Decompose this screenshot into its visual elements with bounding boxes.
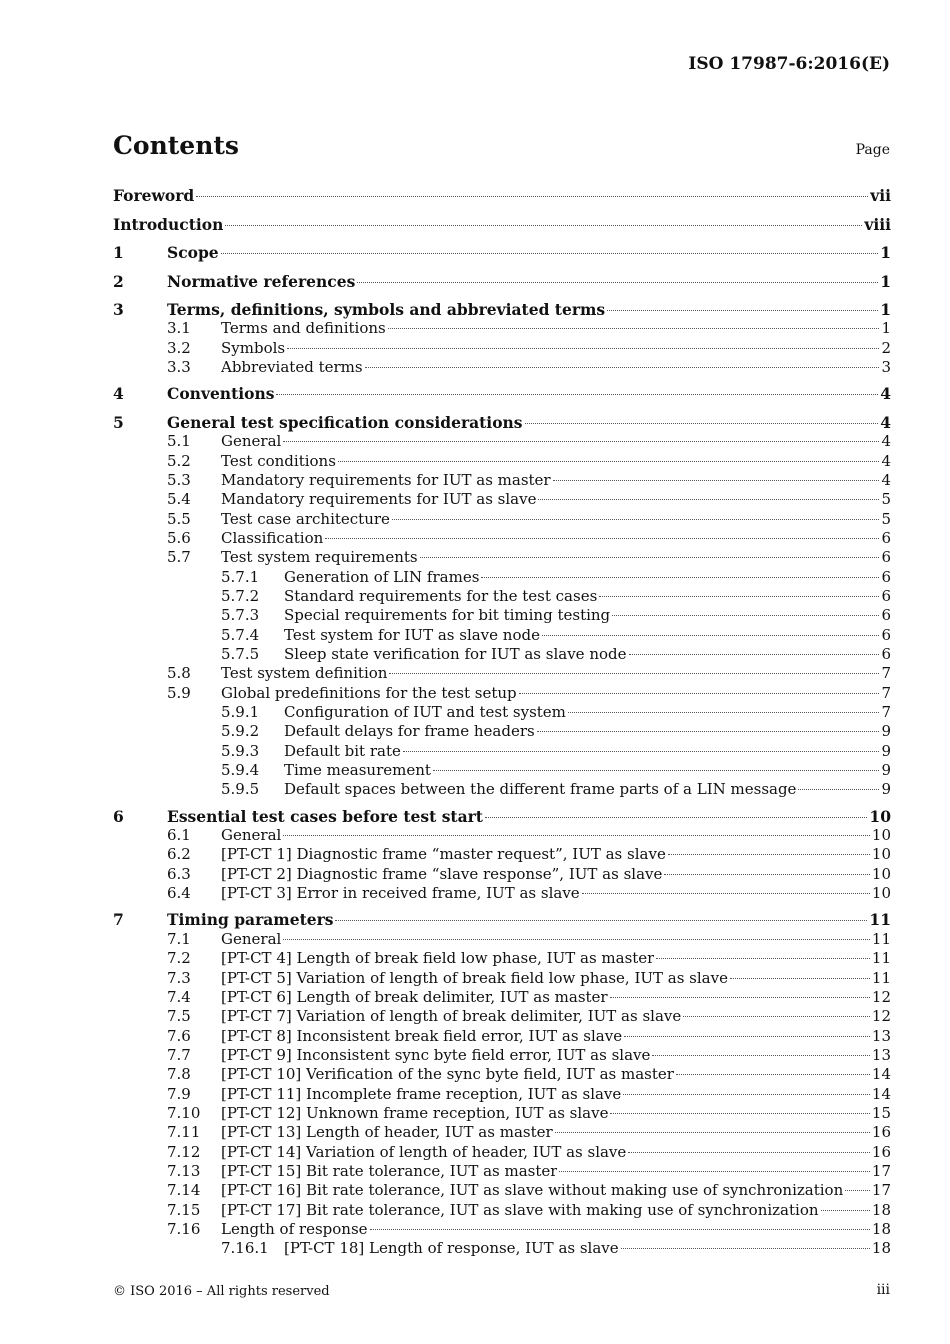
toc-dot-leader [668, 854, 870, 855]
toc-entry-number: 5.9.5 [221, 780, 260, 799]
toc-entry-title[interactable]: General [221, 929, 282, 948]
toc-entry[interactable] [113, 606, 891, 625]
toc-entry-number: 7.8 [167, 1065, 191, 1084]
toc-entry-title[interactable]: Terms, definitions, symbols and abbreviated terms [167, 300, 606, 319]
toc-entry-title[interactable]: Default delays for frame headers [284, 722, 535, 741]
toc-entry[interactable] [113, 780, 891, 799]
toc-entry[interactable] [113, 807, 891, 826]
toc-entry-number: 5.7.4 [221, 625, 260, 644]
toc-entry-title[interactable]: Abbreviated terms [221, 358, 363, 377]
toc-entry-page[interactable]: 10 [871, 864, 891, 883]
toc-entry-page[interactable]: 6 [881, 528, 891, 547]
toc-entry-number: 3.3 [167, 358, 191, 377]
toc-entry-page[interactable]: 6 [881, 548, 891, 567]
toc-entry-title[interactable]: [PT-CT 8] Inconsistent break field error, IUT as slave [221, 1026, 623, 1045]
toc-entry[interactable] [113, 1162, 891, 1181]
toc-entry-page[interactable]: 12 [871, 1007, 891, 1026]
toc-entry[interactable] [113, 568, 891, 587]
toc-entry-title[interactable]: Introduction [113, 214, 224, 234]
toc-entry-page[interactable]: vii [870, 186, 891, 205]
toc-entry-page[interactable]: 5 [881, 490, 891, 509]
toc-entry-number: 5.1 [167, 432, 191, 451]
toc-entry-number: 5.7 [167, 548, 191, 567]
toc-entry-title[interactable]: Mandatory requirements for IUT as slave [221, 490, 537, 509]
toc-entry-title[interactable]: General test specification considerations [167, 412, 523, 432]
toc-entry-title[interactable]: Generation of LIN frames [284, 567, 480, 586]
toc-entry[interactable] [113, 186, 891, 215]
toc-entry[interactable] [113, 645, 891, 664]
toc-entry-number: 5.7.5 [221, 645, 260, 663]
toc-dot-leader [283, 441, 879, 442]
toc-dot-leader [276, 394, 878, 395]
toc-entry-page[interactable]: 5 [881, 509, 891, 528]
toc-entry-number: 2 [113, 271, 124, 291]
toc-entry-page[interactable]: 16 [871, 1142, 891, 1161]
toc-entry[interactable] [113, 703, 891, 722]
toc-entry-page[interactable]: 4 [881, 432, 891, 451]
toc-entry-title[interactable]: Standard requirements for the test cases [284, 586, 598, 605]
toc-entry[interactable] [113, 510, 891, 529]
copyright-notice: © ISO 2016 – All rights reserved [113, 1284, 330, 1299]
toc-dot-leader [420, 557, 880, 558]
toc-entry[interactable] [113, 358, 891, 377]
toc-dot-leader [357, 282, 878, 283]
toc-dot-leader [656, 958, 870, 959]
toc-entry-title[interactable]: [PT-CT 1] Diagnostic frame “master request”, IUT as slave [221, 845, 666, 864]
toc-entry-page[interactable]: 4 [880, 412, 891, 432]
toc-entry-title[interactable]: [PT-CT 11] Incomplete frame reception, IUT as slave [221, 1084, 622, 1103]
toc-entry-page[interactable]: 6 [881, 567, 891, 586]
toc-entry-number: 4 [113, 384, 124, 404]
toc-dot-leader [433, 770, 880, 771]
toc-entry-page[interactable]: 10 [871, 884, 891, 903]
toc-entry[interactable] [113, 272, 891, 301]
toc-dot-leader [485, 817, 867, 818]
toc-entry-number: 5.3 [167, 470, 191, 489]
toc-entry-title[interactable]: Test conditions [221, 451, 336, 470]
toc-entry-title[interactable]: [PT-CT 7] Variation of length of break delimiter, IUT as slave [221, 1007, 682, 1026]
toc-entry[interactable] [113, 684, 891, 703]
toc-dot-leader [287, 348, 879, 349]
toc-entry-title[interactable]: Terms and definitions [221, 319, 386, 338]
toc-entry-page[interactable]: 18 [871, 1200, 891, 1219]
toc-entry-title[interactable]: Symbols [221, 338, 286, 357]
toc-entry-page[interactable]: 9 [881, 741, 891, 760]
toc-entry-page[interactable]: 17 [871, 1181, 891, 1200]
toc-entry[interactable] [113, 988, 891, 1007]
toc-entry-number: 7.9 [167, 1084, 191, 1103]
toc-entry-page[interactable]: 13 [871, 1026, 891, 1045]
toc-dot-leader [683, 1016, 870, 1017]
toc-dot-leader [559, 1171, 869, 1172]
toc-entry-title[interactable]: Default spaces between the different frame parts of a LIN message [284, 780, 797, 799]
toc-entry-page[interactable]: 7 [881, 683, 891, 702]
toc-entry[interactable] [113, 969, 891, 988]
toc-dot-leader [610, 997, 870, 998]
toc-entry-number: 3.1 [167, 319, 191, 338]
toc-dot-leader [365, 367, 880, 368]
toc-entry-page[interactable]: 1 [880, 271, 891, 291]
toc-dot-leader [652, 1055, 870, 1056]
toc-dot-leader [388, 328, 880, 329]
toc-entry-page[interactable]: 11 [871, 968, 891, 987]
toc-entry-page[interactable]: 2 [881, 338, 891, 357]
toc-entry[interactable] [113, 432, 891, 451]
toc-entry[interactable] [113, 413, 891, 432]
toc-entry-page[interactable]: 6 [881, 586, 891, 605]
toc-dot-leader [335, 920, 867, 921]
toc-entry[interactable] [113, 452, 891, 471]
toc-dot-leader [845, 1190, 870, 1191]
toc-dot-leader [676, 1074, 870, 1075]
toc-entry-page[interactable]: 6 [881, 645, 891, 663]
toc-entry[interactable] [113, 1027, 891, 1046]
toc-entry[interactable] [113, 490, 891, 509]
toc-entry[interactable] [113, 884, 891, 903]
toc-entry-number: 6.4 [167, 884, 191, 903]
toc-entry-page[interactable]: 1 [880, 300, 891, 319]
toc-entry-page[interactable]: 1 [881, 319, 891, 338]
toc-dot-leader [730, 978, 870, 979]
toc-entry[interactable] [113, 930, 891, 949]
toc-entry-title[interactable]: [PT-CT 13] Length of header, IUT as master [221, 1123, 553, 1142]
toc-entry[interactable] [113, 1085, 891, 1104]
toc-entry-number: 1 [113, 243, 124, 262]
toc-entry-title[interactable]: [PT-CT 9] Inconsistent sync byte field error, IUT as slave [221, 1045, 651, 1064]
toc-entry-page[interactable]: 7 [881, 703, 891, 722]
toc-dot-leader [821, 1210, 870, 1211]
toc-entry-page[interactable]: 1 [880, 243, 891, 262]
toc-entry[interactable] [113, 300, 891, 319]
toc-entry-title[interactable]: Test system requirements [221, 548, 418, 567]
toc-entry-number: 7.3 [167, 968, 191, 987]
toc-dot-leader [389, 673, 879, 674]
toc-entry-page[interactable]: 15 [871, 1103, 891, 1122]
toc-entry-page[interactable]: 7 [881, 664, 891, 683]
toc-dot-leader [624, 1036, 870, 1037]
toc-entry-page[interactable]: viii [864, 214, 891, 234]
toc-entry-title[interactable]: Timing parameters [167, 910, 334, 930]
toc-entry-page[interactable]: 17 [871, 1161, 891, 1180]
toc-entry-title[interactable]: [PT-CT 14] Variation of length of header, IUT as slave [221, 1142, 627, 1161]
toc-entry-number: 7.4 [167, 987, 191, 1006]
toc-dot-leader [403, 751, 880, 752]
toc-entry-number: 7.12 [167, 1142, 201, 1161]
toc-entry-title[interactable]: Special requirements for bit timing testing [284, 606, 611, 625]
toc-entry-number: 7.10 [167, 1103, 201, 1122]
toc-dot-leader [283, 939, 870, 940]
toc-dot-leader [519, 693, 880, 694]
toc-dot-leader [481, 577, 879, 578]
toc-entry-title[interactable]: [PT-CT 2] Diagnostic frame “slave response”, IUT as slave [221, 864, 663, 883]
toc-entry[interactable] [113, 626, 891, 645]
toc-entry-title[interactable]: [PT-CT 6] Length of break delimiter, IUT as master [221, 987, 608, 1006]
toc-entry-title[interactable]: Mandatory requirements for IUT as master [221, 470, 551, 489]
page-column-label: Page [855, 142, 890, 158]
toc-entry[interactable] [113, 865, 891, 884]
toc-entry[interactable] [113, 761, 891, 780]
toc-entry-number: 6.2 [167, 845, 191, 864]
toc-dot-leader [537, 731, 880, 732]
toc-entry[interactable] [113, 742, 891, 761]
toc-entry-number: 5.5 [167, 509, 191, 528]
toc-entry[interactable] [113, 664, 891, 683]
toc-dot-leader [325, 538, 879, 539]
toc-entry-title[interactable]: [PT-CT 15] Bit rate tolerance, IUT as master [221, 1161, 558, 1180]
toc-entry-title[interactable]: [PT-CT 12] Unknown frame reception, IUT as slave [221, 1103, 609, 1122]
toc-entry-page[interactable]: 14 [871, 1084, 891, 1103]
toc-entry-page[interactable]: 18 [871, 1239, 891, 1258]
toc-entry[interactable] [113, 1181, 891, 1200]
toc-entry-title[interactable]: [PT-CT 3] Error in received frame, IUT as slave [221, 884, 580, 903]
toc-entry-number: 7.16.1 [221, 1239, 269, 1258]
toc-entry-title[interactable]: Configuration of IUT and test system [284, 703, 566, 722]
toc-entry-number: 5.6 [167, 528, 191, 547]
toc-entry-number: 7.11 [167, 1123, 201, 1142]
toc-entry-number: 3 [113, 300, 124, 319]
toc-entry[interactable] [113, 1143, 891, 1162]
toc-entry-title[interactable]: Essential test cases before test start [167, 806, 483, 826]
toc-entry-title[interactable]: [PT-CT 4] Length of break field low phase, IUT as master [221, 949, 655, 968]
toc-entry-page[interactable]: 11 [869, 910, 891, 930]
toc-entry-number: 5.9.3 [221, 741, 260, 760]
toc-entry-title[interactable]: Sleep state verification for IUT as slave node [284, 645, 627, 663]
toc-entry-page[interactable]: 6 [881, 606, 891, 625]
toc-entry-page[interactable]: 14 [871, 1065, 891, 1084]
toc-entry-number: 5.7.1 [221, 567, 260, 586]
toc-dot-leader [798, 789, 879, 790]
toc-entry-title[interactable]: Length of response [221, 1219, 368, 1238]
toc-entry-page[interactable]: 10 [869, 806, 891, 826]
toc-entry[interactable] [113, 949, 891, 968]
toc-entry[interactable] [113, 1007, 891, 1026]
toc-entry-page[interactable]: 11 [871, 929, 891, 948]
toc-entry[interactable] [113, 319, 891, 338]
toc-entry[interactable] [113, 471, 891, 490]
toc-dot-leader [629, 654, 880, 655]
toc-entry-page[interactable]: 9 [881, 722, 891, 741]
toc-dot-leader [607, 310, 878, 311]
toc-dot-leader [623, 1094, 870, 1095]
toc-entry[interactable] [113, 1065, 891, 1084]
toc-dot-leader [196, 196, 868, 197]
toc-dot-leader [538, 499, 879, 500]
toc-entry-number: 5.7.3 [221, 606, 260, 625]
toc-entry-title[interactable]: Conventions [167, 384, 275, 404]
toc-dot-leader [612, 615, 879, 616]
toc-dot-leader [555, 1132, 870, 1133]
toc-entry-page[interactable]: 13 [871, 1045, 891, 1064]
toc-entry-number: 7.14 [167, 1181, 201, 1200]
toc-entry[interactable] [113, 722, 891, 741]
toc-dot-leader [610, 1113, 869, 1114]
toc-entry-number: 5.9.2 [221, 722, 260, 741]
toc-entry-number: 7.2 [167, 949, 191, 968]
toc-entry-page[interactable]: 4 [881, 470, 891, 489]
toc-entry[interactable] [113, 826, 891, 845]
toc-dot-leader [225, 225, 862, 226]
toc-entry-number: 7.16 [167, 1219, 201, 1238]
toc-entry[interactable] [113, 243, 891, 272]
toc-entry-page[interactable]: 10 [871, 845, 891, 864]
page-number: iii [876, 1282, 890, 1298]
toc-entry-number: 6.1 [167, 826, 191, 845]
toc-entry-page[interactable]: 6 [881, 625, 891, 644]
toc-entry-title[interactable]: General [221, 826, 282, 845]
toc-dot-leader [568, 712, 880, 713]
toc-entry-number: 6.3 [167, 864, 191, 883]
toc-entry-title[interactable]: Test system definition [221, 664, 388, 683]
toc-entry-number: 5.9 [167, 683, 191, 702]
toc-dot-leader [221, 253, 879, 254]
toc-entry-number: 5.9.4 [221, 761, 260, 780]
toc-dot-leader [664, 874, 870, 875]
toc-entry-title[interactable]: Default bit rate [284, 741, 401, 760]
toc-entry-title[interactable]: Normative references [167, 271, 356, 291]
toc-entry-page[interactable]: 9 [881, 780, 891, 799]
toc-entry-number: 7.5 [167, 1007, 191, 1026]
toc-entry-number: 5.4 [167, 490, 191, 509]
toc-entry-page[interactable]: 4 [880, 384, 891, 404]
toc-entry-number: 7.6 [167, 1026, 191, 1045]
toc-entry-number: 7 [113, 910, 124, 930]
toc-entry[interactable] [113, 339, 891, 358]
toc-entry[interactable] [113, 1201, 891, 1220]
toc-dot-leader [542, 635, 879, 636]
toc-entry-page[interactable]: 3 [881, 358, 891, 377]
toc-entry-title[interactable]: Global predefinitions for the test setup [221, 683, 517, 702]
toc-entry[interactable] [113, 1046, 891, 1065]
toc-dot-leader [525, 423, 879, 424]
toc-entry-page[interactable]: 18 [871, 1219, 891, 1238]
toc-entry[interactable] [113, 548, 891, 567]
toc-dot-leader [370, 1229, 870, 1230]
toc-entry-page[interactable]: 9 [881, 761, 891, 780]
toc-entry-page[interactable]: 12 [871, 987, 891, 1006]
document-id: ISO 17987-6:2016(E) [688, 54, 890, 74]
toc-dot-leader [628, 1152, 870, 1153]
toc-entry[interactable] [113, 1239, 891, 1258]
toc-entry-number: 5.8 [167, 664, 191, 683]
toc-entry-title[interactable]: Scope [167, 243, 219, 262]
toc-entry-page[interactable]: 10 [871, 826, 891, 845]
toc-entry-title[interactable]: [PT-CT 17] Bit rate tolerance, IUT as slave with making use of synchronization [221, 1200, 819, 1219]
toc-entry-number: 7.1 [167, 929, 191, 948]
toc-dot-leader [582, 893, 870, 894]
toc-entry-title[interactable]: Test case architecture [221, 509, 390, 528]
toc-entry-title[interactable]: Classification [221, 528, 324, 547]
toc-entry-number: 5.9.1 [221, 703, 260, 722]
toc-entry-number: 5.2 [167, 451, 191, 470]
toc-entry[interactable] [113, 215, 891, 244]
toc-entry-title[interactable]: Time measurement [284, 761, 431, 780]
toc-entry[interactable] [113, 384, 891, 413]
toc-entry-title[interactable]: [PT-CT 16] Bit rate tolerance, IUT as slave without making use of synchronization [221, 1181, 844, 1200]
toc-entry-number: 5.7.2 [221, 586, 260, 605]
toc-entry-number: 7.7 [167, 1045, 191, 1064]
toc-dot-leader [621, 1248, 870, 1249]
toc-entry[interactable] [113, 529, 891, 548]
toc-entry-number: 3.2 [167, 338, 191, 357]
toc-entry-page[interactable]: 4 [881, 451, 891, 470]
toc-entry-number: 6 [113, 806, 124, 826]
toc-entry-title[interactable]: [PT-CT 5] Variation of length of break field low phase, IUT as slave [221, 968, 728, 987]
toc-dot-leader [392, 519, 880, 520]
toc-entry-title[interactable]: Test system for IUT as slave node [284, 625, 540, 644]
toc-entry-title[interactable]: General [221, 432, 282, 451]
page-title: Contents [113, 131, 240, 160]
toc-entry-number: 7.15 [167, 1200, 201, 1219]
toc-entry-number: 7.13 [167, 1161, 201, 1180]
toc-entry-title[interactable]: [PT-CT 18] Length of response, IUT as slave [284, 1239, 619, 1258]
toc-entry-number: 5 [113, 412, 124, 432]
toc-entry[interactable] [113, 845, 891, 864]
table-of-contents [113, 186, 891, 1259]
toc-dot-leader [283, 835, 870, 836]
toc-entry[interactable] [113, 1220, 891, 1239]
toc-entry[interactable] [113, 910, 891, 929]
toc-entry-title[interactable]: Foreword [113, 186, 195, 205]
toc-entry[interactable] [113, 1104, 891, 1123]
toc-entry[interactable] [113, 1123, 891, 1142]
toc-dot-leader [553, 480, 880, 481]
toc-entry-title[interactable]: [PT-CT 10] Verification of the sync byte field, IUT as master [221, 1065, 674, 1084]
toc-entry[interactable] [113, 587, 891, 606]
toc-entry-page[interactable]: 11 [871, 949, 891, 968]
toc-dot-leader [338, 461, 880, 462]
toc-entry-page[interactable]: 16 [871, 1123, 891, 1142]
toc-dot-leader [599, 596, 879, 597]
